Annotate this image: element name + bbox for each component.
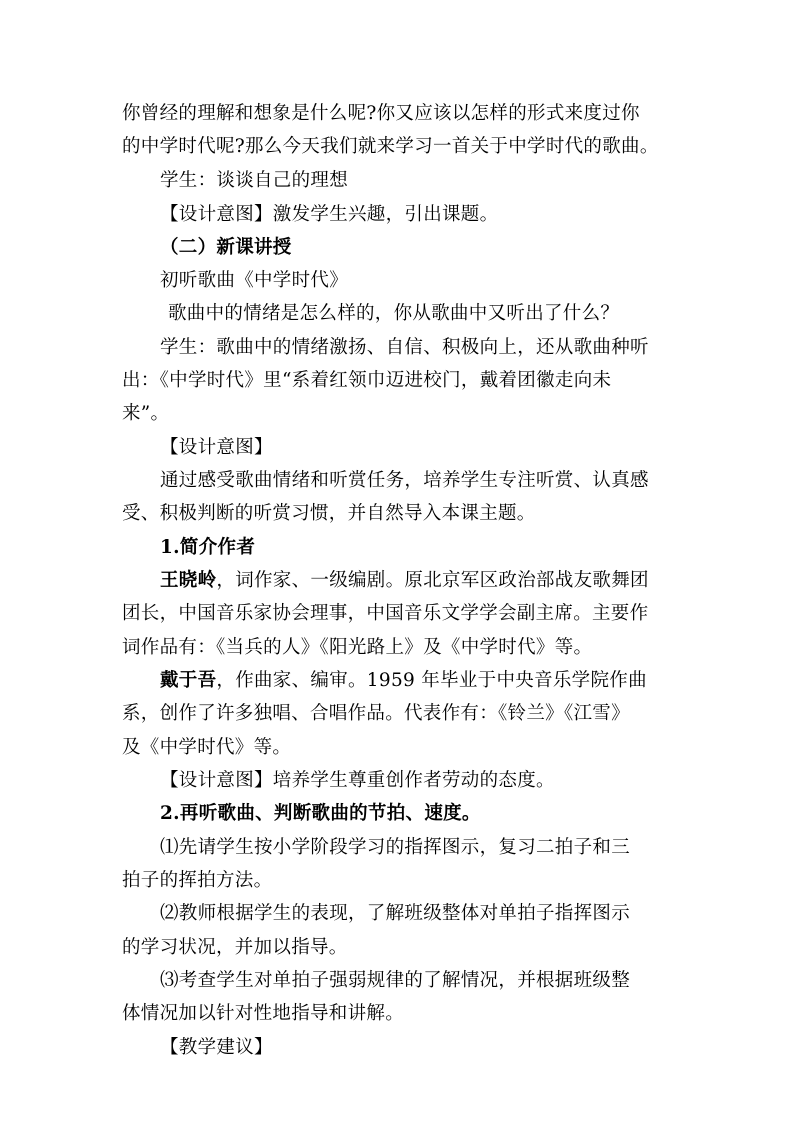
wang-paragraph-line: 词作品有：《当兵的人》《阳光路上》及《中学时代》等。 (122, 637, 593, 658)
step-1-line: 拍子的挥拍方法。 (122, 870, 273, 891)
author-name-wang: 王晓岭 (160, 570, 217, 591)
step-2-line: 的学习状况，并加以指导。 (122, 937, 348, 958)
step-2-line: ⑵教师根据学生的表现，了解班级整体对单拍子指挥图示 (160, 903, 631, 924)
student-ideal-text: 学生：谈谈自己的理想 (160, 170, 349, 191)
first-listen-text: 初听歌曲《中学时代》 (160, 270, 349, 291)
dai-paragraph-line: 系，创作了许多独唱、合唱作品。代表作有：《铃兰》《江雪》 (122, 703, 630, 724)
step-3-line: 体情况加以针对性地指导和讲解。 (122, 1003, 405, 1024)
question-text: 歌曲中的情绪是怎么样的，你从歌曲中又听出了什么？ (168, 303, 620, 324)
student-answer-line: 来”。 (122, 403, 170, 424)
dai-paragraph-line: 及《中学时代》等。 (122, 737, 292, 758)
student-answer-line: 学生：歌曲中的情绪激扬、自信、积极向上，还从歌曲种听 (160, 337, 649, 358)
wang-paragraph-line1 (160, 569, 649, 593)
design-intent-2-line: 受、积极判断的听赏习惯，并自然导入本课主题。 (122, 503, 536, 524)
dai-description: ，作曲家、编审。1959 年毕业于中央音乐学院作曲 (216, 670, 647, 691)
design-intent-2-title: 【设计意图】 (160, 437, 273, 458)
dai-paragraph-line1 (160, 669, 647, 693)
paragraph-line: 你曾经的理解和想象是什么呢?你又应该以怎样的形式来度过你 (122, 103, 640, 124)
step-1-line: ⑴先请学生按小学阶段学习的指挥图示，复习二拍子和三 (160, 837, 631, 858)
paragraph-line: 的中学时代呢?那么今天我们就来学习一首关于中学时代的歌曲。 (122, 136, 659, 157)
teaching-suggestion-heading: 【教学建议】 (160, 1037, 273, 1058)
section-heading-new-lesson: （二）新课讲授 (160, 237, 292, 258)
wang-paragraph-line: 团长，中国音乐家协会理事，中国音乐文学学会副主席。主要作 (122, 603, 649, 624)
step-3-line: ⑶考查学生对单拍子强弱规律的了解情况，并根据班级整 (160, 970, 631, 991)
design-intent-2-line: 通过感受歌曲情绪和听赏任务，培养学生专注听赏、认真感 (160, 470, 649, 491)
heading-relisten: 2.再听歌曲、判断歌曲的节拍、速度。 (160, 803, 481, 824)
design-intent-1: 【设计意图】激发学生兴趣，引出课题。 (160, 204, 499, 225)
student-answer-line: 出：《中学时代》里“系着红领巾迈进校门，戴着团徽走向未 (122, 370, 612, 391)
design-intent-3: 【设计意图】培养学生尊重创作者劳动的态度。 (160, 770, 555, 791)
author-name-dai: 戴于吾 (160, 670, 217, 691)
heading-author-intro: 1.简介作者 (160, 537, 256, 558)
wang-description: ，词作家、一级编剧。原北京军区政治部战友歌舞团 (216, 570, 649, 591)
